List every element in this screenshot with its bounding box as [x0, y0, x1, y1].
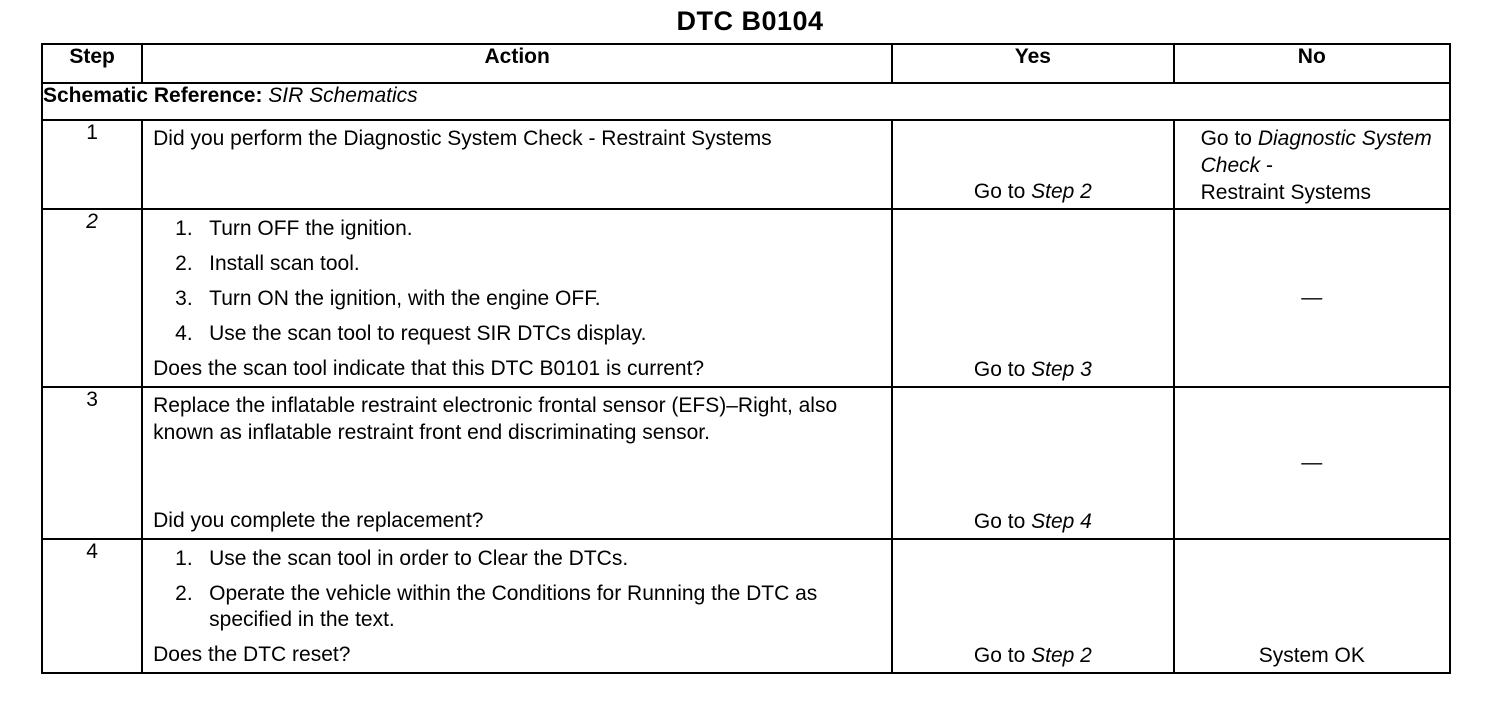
action-cell [143, 121, 891, 208]
table-row [42, 387, 1450, 539]
yes-step-link[interactable]: Step 3 [1031, 358, 1092, 381]
schematic-reference-link[interactable]: SIR Schematics [268, 84, 418, 107]
list-item: 4. Use the scan tool to request SIR DTCs display. [175, 322, 647, 345]
list-item: 1. Use the scan tool in order to Clear the DTCs. [175, 547, 629, 570]
yes-step-link[interactable]: Step 4 [1031, 510, 1092, 533]
yes-prefix: Go to [973, 358, 1026, 381]
table-row [42, 120, 1450, 209]
schematic-reference-label: Schematic Reference: [43, 84, 263, 107]
no-result: — [1301, 286, 1323, 309]
action-question: Did you complete the replacement? [153, 509, 484, 532]
no-diagnostic-link[interactable]: Diagnostic System Check [1200, 127, 1432, 177]
list-item: 1. Turn OFF the ignition. [175, 217, 413, 240]
schematic-reference-row [42, 83, 1450, 120]
list-item: 2. Operate the vehicle within the Conditions for Running the DTC as specified in the text. [175, 582, 818, 631]
yes-result [893, 644, 1172, 668]
table-row [42, 539, 1450, 673]
action-cell [143, 540, 891, 672]
step-number: 2 [42, 209, 142, 387]
yes-prefix: Go to [973, 180, 1026, 203]
action-cell [143, 210, 891, 386]
substep-list [153, 546, 883, 633]
yes-step-link[interactable]: Step 2 [1031, 180, 1092, 203]
no-result: System OK [1258, 644, 1365, 667]
step-number: 3 [42, 387, 142, 539]
page-title: DTC B0104 [676, 6, 824, 36]
action-question: Does the scan tool indicate that this DTC B0101 is current? [153, 357, 705, 380]
column-header-yes: Yes [892, 44, 1173, 83]
action-text: Replace the inflatable restraint electronic frontal sensor (EFS)–Right, also known as inflatable restraint front end discriminating sensor. [153, 394, 838, 444]
step-number: 1 [42, 120, 142, 209]
table-header-row [42, 44, 1450, 83]
no-prefix: Go to [1200, 127, 1252, 150]
diagnostic-table [41, 43, 1451, 674]
no-result: Go to Diagnostic System Check - Restraint Systems [1200, 127, 1432, 204]
column-header-no: No [1174, 44, 1450, 83]
column-header-action: Action [142, 44, 892, 83]
substep-list [153, 216, 883, 347]
yes-step-link[interactable]: Step 2 [1031, 644, 1092, 667]
list-item: 2. Install scan tool. [175, 252, 360, 275]
action-question: Does the DTC reset? [153, 643, 351, 666]
no-suffix: Restraint Systems [1200, 181, 1371, 204]
yes-prefix: Go to [973, 644, 1026, 667]
column-header-step: Step [42, 44, 142, 83]
yes-result [893, 180, 1172, 204]
yes-prefix: Go to [973, 510, 1026, 533]
table-row [42, 209, 1450, 387]
step-number: 4 [42, 539, 142, 673]
list-item: 3. Turn ON the ignition, with the engine OFF. [175, 287, 601, 310]
action-text: Did you perform the Diagnostic System Check - Restraint Systems [153, 127, 772, 150]
yes-result [893, 510, 1172, 534]
action-cell [143, 388, 891, 538]
no-result: — [1301, 451, 1323, 474]
yes-result [893, 358, 1172, 382]
